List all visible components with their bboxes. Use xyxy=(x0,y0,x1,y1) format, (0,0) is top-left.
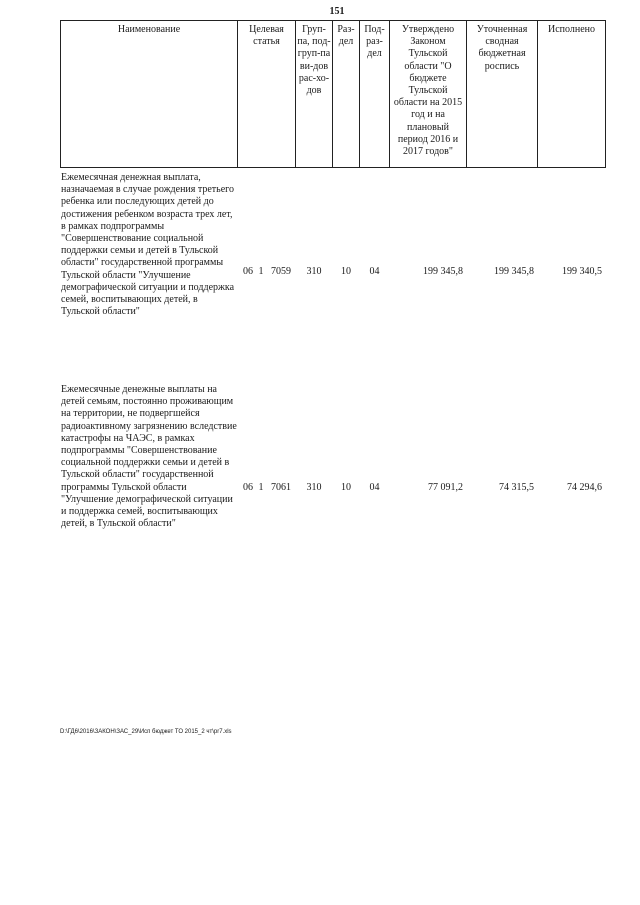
cell-code: 7061 xyxy=(271,482,291,493)
cell-section: 10 xyxy=(341,266,351,277)
cell-subprogram: 1 xyxy=(258,266,264,277)
cell-executed: 199 340,5 xyxy=(562,266,602,277)
header-revised: Уточненная сводная бюджетная роспись xyxy=(476,24,528,72)
cell-group: 310 xyxy=(306,482,322,493)
header-approved: Утверждено Законом Тульской области "О бюджете Тульской области на 2015 год и на плановый период 2016 и 2017 годов" xyxy=(393,24,463,158)
cell-executed: 74 294,6 xyxy=(567,482,602,493)
header-name: Наименование xyxy=(117,24,181,35)
cell-program: 06 xyxy=(243,482,253,493)
cell-group: 310 xyxy=(306,266,322,277)
row-name: Ежемесячные денежные выплаты на детей семьям, постоянно проживающим на территории, не подвергшейся радиоактивному загрязнению вследствие катастрофы на ЧАЭС, в рамках подпрограммы "Совершенствование социальной поддержки семьи и детей в Тульской области" государственной программы Тульской области "Улучшение демографической ситуации и поддержка семей, воспитывающих детей, в Тульской области" xyxy=(61,384,237,530)
cell-revised: 199 345,8 xyxy=(494,266,534,277)
cell-code: 7059 xyxy=(271,266,291,277)
cell-approved: 77 091,2 xyxy=(428,482,463,493)
header-subsection: Под-раз-дел xyxy=(364,24,385,60)
cell-section: 10 xyxy=(341,482,351,493)
cell-subprogram: 1 xyxy=(258,482,264,493)
cell-approved: 199 345,8 xyxy=(423,266,463,277)
header-executed: Исполнено xyxy=(547,24,595,35)
header-expense-group: Груп-па, под-груп-па ви-дов рас-хо-дов xyxy=(297,24,331,97)
page-number: 151 xyxy=(329,6,345,17)
footer-file-path: D:\ГД6\2016\ЗАКОН\ЗАС_29\Исп бюджет ТО 2015_2 чт\pr7.xls xyxy=(60,729,232,735)
cell-program: 06 xyxy=(243,266,253,277)
header-target-article: Целевая статья xyxy=(249,24,284,48)
row-name: Ежемесячная денежная выплата, назначаемая в случае рождения третьего ребенка или последующих детей до достижения ребенком возраста трех лет, в рамках подпрограммы "Совершенствование социальной поддержки семьи и детей в Тульской области" государственной программы Тульской области "Улучшение демографической ситуации и поддержка семей, воспитывающих детей, в Тульской области" xyxy=(61,172,235,318)
cell-subsection: 04 xyxy=(369,266,380,277)
cell-revised: 74 315,5 xyxy=(499,482,534,493)
cell-subsection: 04 xyxy=(369,482,380,493)
header-section: Раз-дел xyxy=(337,24,355,48)
